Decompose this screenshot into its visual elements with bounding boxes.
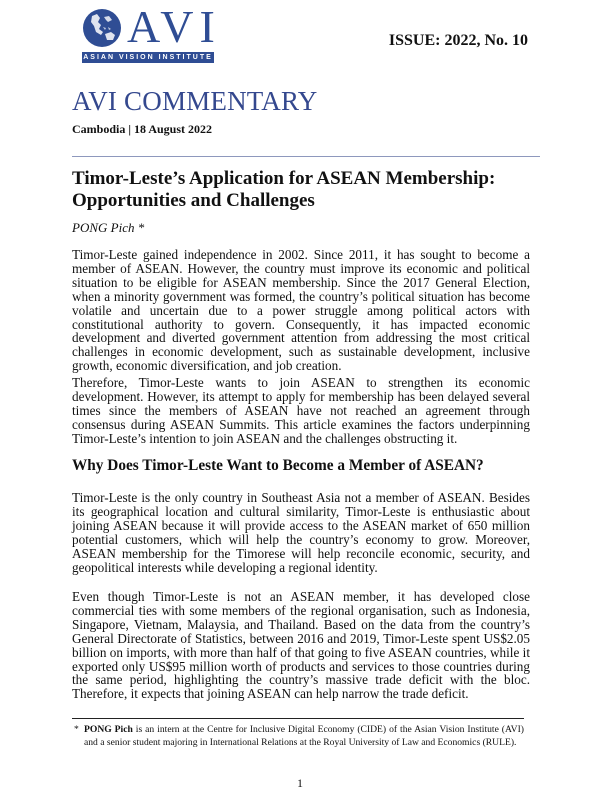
logo-wordmark: AVI (127, 1, 221, 52)
article-headline: Timor-Leste’s Application for ASEAN Membership: Opportunities and Challenges (72, 168, 496, 211)
intro-paragraph-2: Therefore, Timor-Leste wants to join ASEAN to strengthen its economic development. However, its attempt to apply for membership has been delayed several times since the members of ASEAN have not reached an agreement through consensus during ASEAN Summits. This article examines the factors underpinning Timor-Leste’s intention to join ASEAN and the challenges obstructing it. (72, 375, 530, 446)
footnote-author-name: PONG Pich (84, 724, 133, 735)
logo-tagline: ASIAN VISION INSTITUTE (83, 54, 213, 61)
article-author: PONG Pich * (72, 220, 145, 235)
section-paragraph-2: Even though Timor-Leste is not an ASEAN member, it has developed close commercial ties with some members of the regional organisation, such as Indonesia, Singapore, Vietnam, Malaysia, and Thailand. Based on the data from the country’s General Directorate of Statistics, between 2016 and 2019, Timor-Leste spent US$2.05 billion on imports, with more than half of that going to five ASEAN countries, while it exported only US$95 million worth of products and services to those countries during the same period, highlighting the country’s massive trade deficit with the bloc. Therefore, it expects that joining ASEAN can help narrow the trade deficit. (72, 589, 530, 702)
footnote-divider (72, 718, 524, 719)
globe-icon (82, 8, 122, 48)
intro-paragraph-1: Timor-Leste gained independence in 2002. Since 2011, it has sought to become a member of ASEAN. However, the country must improve its economic and political situation to be eligible for ASEAN membership. Since the 2017 General Election, when a minority government was formed, the country’s political situation has become volatile and uncertain due to a power struggle among political actors with constitutional authority to govern. Consequently, it has impacted economic development and diverted government attention from addressing the most critical challenges in economic development, such as sustainable development, inclusive growth, economic diversification, and job creation. (72, 247, 530, 374)
section-paragraph-1: Timor-Leste is the only country in Southeast Asia not a member of ASEAN. Besides its geographical location and cultural similarity, Timor-Leste is enthusiastic about joining ASEAN because it will provide access to the ASEAN market of 650 million potential customers, which will help the country’s economy to grow. Moreover, ASEAN membership for the Timorese will help reconcile economic, security, and geopolitical interests while developing a regional identity. (72, 490, 530, 575)
dateline: Cambodia | 18 August 2022 (72, 122, 213, 136)
avi-logo (82, 1, 221, 64)
author-footnote (74, 723, 524, 750)
publication-title: AVI COMMENTARY (72, 86, 318, 116)
section-heading: Why Does Timor-Leste Want to Become a Member of ASEAN? (72, 457, 484, 474)
issue-number: ISSUE: 2022, No. 10 (388, 32, 528, 49)
footnote-text: is an intern at the Centre for Inclusive Digital Economy (CIDE) of the Asian Vision Institute (AVI) and a senior student majoring in International Relations at the Royal University of Law and Economics (RULE). (84, 724, 525, 749)
page-number: 1 (297, 776, 303, 790)
footnote-mark: * (74, 724, 79, 735)
header-divider (72, 156, 540, 157)
footnote-body (84, 723, 524, 750)
